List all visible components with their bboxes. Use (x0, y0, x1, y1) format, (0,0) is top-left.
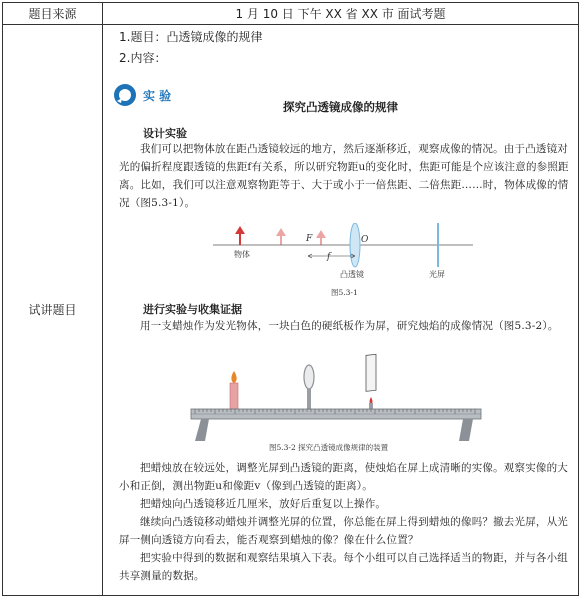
content-cell (103, 25, 578, 595)
object-arrow (235, 226, 245, 245)
para-procedure-3: 继续向凸透镜移动蜡烛并调整光屏的位置，你总能在屏上得到蜡烛的像吗？撤去光屏，从光屏一侧向透镜方向看去，能否观察到蜡烛的像？像在什么位置？ (119, 516, 568, 546)
para-procedure-4: 把实验中得到的数据和观察结果填入下表。每个小组可以自己选择适当的物距，并与各小组共享测量的数据。 (119, 552, 568, 582)
label-screen: 光屏 (429, 270, 445, 279)
para-design: 我们可以把物体放在距凸透镜较远的地方，然后逐渐移近，观察成像的情况。由于凸透镜对光的偏折程度跟透镜的焦距f有关系，所以研究物距u的变化时，焦距可能是个应该注意的参照距离。比如，我们可以注意观察物距等于、大于或小于一倍焦距、二倍焦距……时，物体成像的情况（图5.3-1）。 (119, 143, 569, 209)
section-design: 设计实验 (143, 127, 187, 140)
source-value: 1 月 10 日 下午 XX 省 XX 市 面试考题 (103, 3, 578, 25)
para-experiment: 用一支蜡烛作为发光物体，一块白色的硬纸板作为屏，研究烛焰的成像情况（图5.3-2）。 (140, 320, 559, 332)
document-table (2, 2, 579, 596)
label-lens: 凸透镜 (340, 270, 364, 279)
object-arrow-faded-2 (316, 230, 326, 245)
object-arrow-faded-1 (276, 228, 286, 245)
experiment-title: 探究凸透镜成像的规律 (283, 100, 398, 114)
label-F: F (306, 234, 313, 244)
lens-holder (304, 365, 314, 409)
figure-5-3-1 (103, 223, 580, 301)
experiment-badge-label: 实 验 (143, 89, 172, 103)
caption-fig1: 图5.3-1 (331, 288, 358, 297)
topic-line: 1.题目：凸透镜成像的规律 (119, 30, 263, 44)
label-O: O (361, 235, 369, 245)
screen-holder (366, 354, 376, 409)
section-experiment: 进行实验与收集证据 (143, 303, 242, 316)
caption-fig2: 图5.3-2 探究凸透镜成像规律的装置 (269, 443, 389, 452)
para-procedure-2: 把蜡烛向凸透镜移近几厘米，放好后重复以上操作。 (140, 498, 387, 510)
source-label: 题目来源 (3, 3, 103, 25)
topic-label-cell (3, 25, 103, 595)
topic-label: 试讲题目 (28, 303, 77, 317)
convex-lens (350, 223, 360, 267)
label-f: f (327, 252, 331, 262)
figure-5-3-2 (103, 353, 580, 453)
content-label: 2.内容： (119, 51, 167, 65)
candle (230, 371, 238, 409)
label-object: 物体 (234, 250, 250, 259)
optical-bench (191, 409, 481, 441)
para-procedure-1: 把蜡烛放在较远处，调整光屏到凸透镜的距离，使烛焰在屏上成清晰的实像。观察实像的大小和正倒，测出物距u和像距v（像到凸透镜的距离）。 (119, 462, 568, 492)
